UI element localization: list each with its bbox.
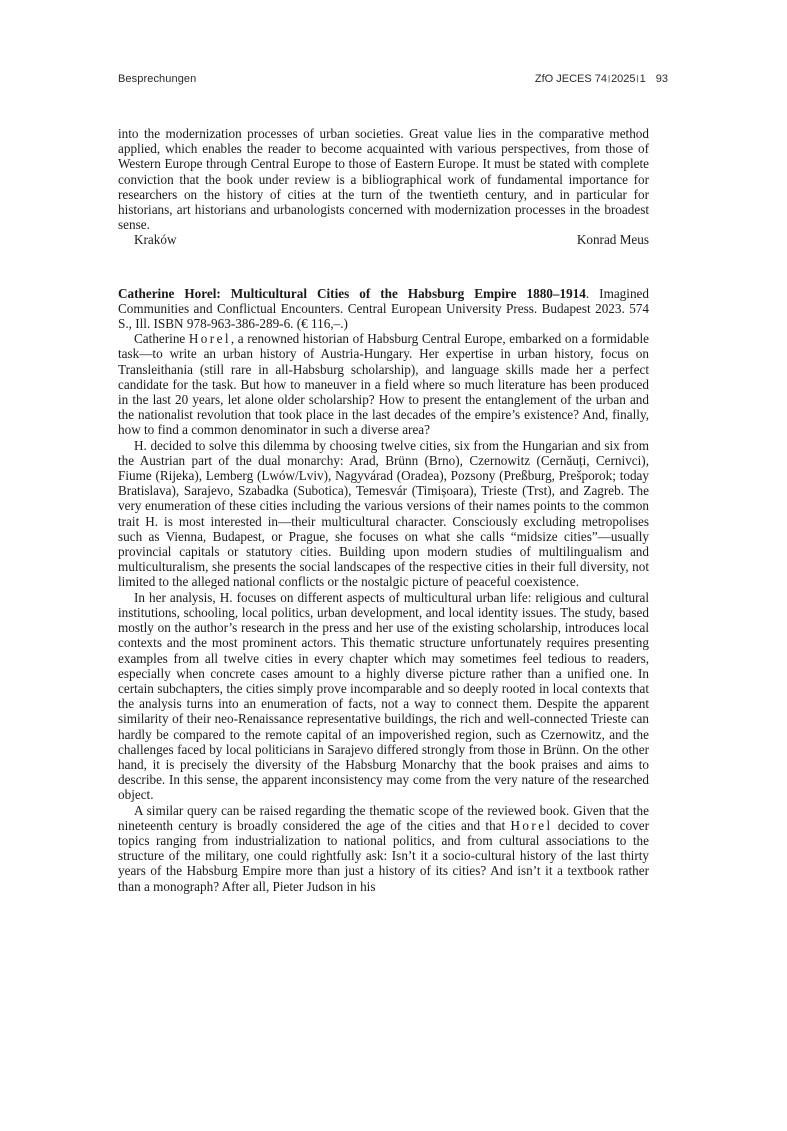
journal-volume: ZfO JECES 74 [534, 73, 607, 85]
page-body [118, 126, 649, 894]
review-paragraph [118, 803, 649, 894]
review-bibliographic-heading [118, 286, 649, 332]
book-author-title: Catherine Horel: Multicultural Cities of the Habsburg Empire 1880–1914 [118, 285, 586, 301]
previous-review-closing: into the modernization processes of urban societies. Great value lies in the comparative method applied, which enables the reader to become acquainted with various perspectives, from those of Western Europe through Central Europe to those of Eastern Europe. It must be stated with complete conviction that the book under review is a bibliographical work of fundamental importance for researchers on the history of cities at the turn of the twentieth century, and in particular for historians, art historians and urbanologists concerned with modernization processes in the broadest sense. [118, 126, 649, 233]
paragraph-text: A similar query can be raised regarding the thematic scope of the reviewed book. Given that the nineteenth century is broadly considered the age of the cities and that [118, 802, 649, 833]
paragraph-text: Catherine [134, 331, 189, 347]
separator: | [636, 74, 639, 83]
paragraph-text: decided to cover topics ranging from industrialization to national politics, and from cultural associations to the structure of the military, one could rightfully ask: Isn’t it a socio-cultural history of the last thirty years of the Habsburg Empire more than just a history of its cities? And isn’t it a textbook rather than a monograph? After all, Pieter Judson in his [118, 817, 649, 894]
review-paragraph: In her analysis, H. focuses on different aspects of multicultural urban life: religious and cultural institutions, schooling, local politics, urban development, and local identity issues. The study, based mostly on the author’s research in the press and her use of the existing scholarship, introduces local contexts and the most prominent actors. This thematic structure unfortunately requires presenting examples from all twelve cities in every chapter which may sometimes feel tedious to readers, especially when concrete cases amount to a highly diverse picture rather than a unified one. In certain subchapters, the cities simply prove incomparable and so deeply rooted in local contexts that the analysis turns into an enumeration of facts, not a way to connect them. Despite the apparent similarity of their neo-Renaissance representative buildings, the rich and well-connected Trieste can hardly be compared to the remote capital of an impoverished region, such as Czernowitz, and the challenges faced by local politicians in Sarajevo differed strongly from those in Brünn. On the other hand, it is precisely the diversity of the Habsburg Monarchy that the book praises and aims to describe. In this sense, the apparent inconsistency may come from the very nature of the researched object. [118, 589, 649, 803]
reviewer-place: Kraków [134, 232, 177, 248]
author-name-spaced: Horel [188, 331, 231, 347]
review-paragraph [118, 331, 649, 437]
separator: | [607, 74, 611, 83]
reviewer-name: Konrad Meus [576, 232, 649, 248]
author-name-spaced: Horel [510, 817, 553, 833]
section-label: Besprechungen [118, 73, 197, 85]
page-number: 93 [655, 73, 668, 85]
journal-issue: 1 [639, 73, 646, 85]
review-signature [118, 232, 649, 247]
paragraph-text: , a renowned historian of Habsburg Central Europe, embarked on a formidable task—to write an urban history of Austria-Hungary. Her expertise in urban history, focus on Transleithania (still rare in all-Habsburg scholarship), and language skills made her a perfect candidate for the task. But how to maneuver in a field where so much literature has been produced in the last 20 years, let alone older scholarship? How to present the entanglement of the urban and the nationalist revolution that took place in the last decades of the empire’s existence? And, finally, how to find a common denominator in such a diverse area? [118, 331, 649, 438]
journal-citation [535, 73, 668, 85]
book-subtitle-publisher: . Imagined Communities and Conflictual Encounters. Central European University Press. Budapest 2023. 574 S., Ill. ISBN 978-963-386-289-6. (€ 116,–.) [118, 285, 649, 332]
review-paragraph: H. decided to solve this dilemma by choosing twelve cities, six from the Hungarian and six from the Austrian part of the dual monarchy: Arad, Brünn (Brno), Czernowitz (Cernăuți, Cernivci), Fiume (Rijeka), Lemberg (Lwów/Lviv), Nagyvárad (Oradea), Pozsony (Preßburg, Prešporok; today Bratislava), Sarajevo, Szabadka (Subotica), Temesvár (Timișoara), Trieste (Trst), and Zagreb. The very enumeration of these cities including the various versions of their names points to the common trait H. is most interested in—their multicultural character. Consciously excluding metropolises such as Vienna, Budapest, or Prague, she focuses on what she calls “midsize cities”—usually provincial capitals or statutory cities. Building upon modern studies of multilingualism and multiculturalism, she presents the social landscapes of the respective cities in their full diversity, not limited to the alleged national conflicts or the nostalgic picture of peaceful coexistence. [118, 437, 649, 590]
journal-year: 2025 [611, 73, 636, 85]
running-header [118, 73, 668, 91]
